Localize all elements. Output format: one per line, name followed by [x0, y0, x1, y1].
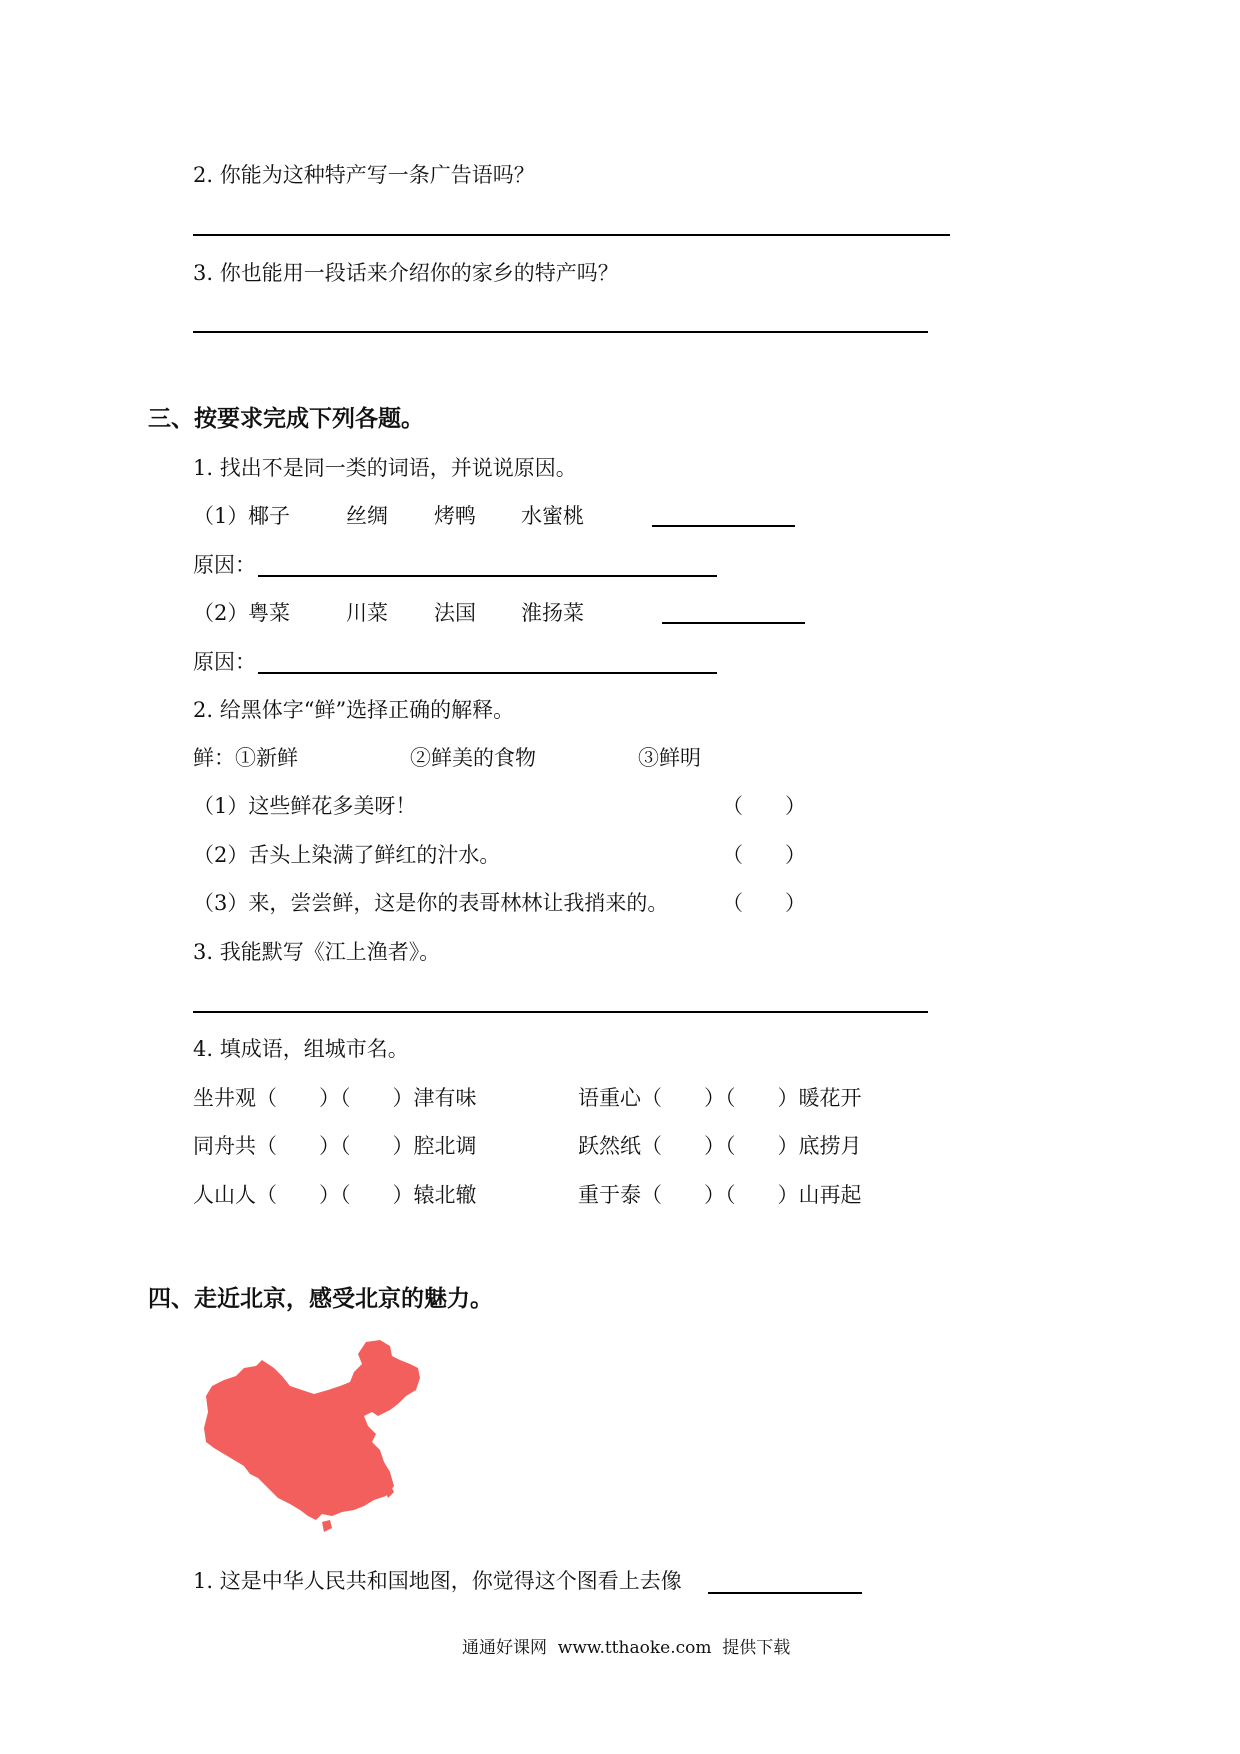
idiom-left: 坐井观（ ）（ ）津有味 [193, 1086, 477, 1110]
reason-answer-line[interactable] [258, 672, 717, 674]
group-1-word: 丝绸 [346, 504, 388, 528]
answer-line[interactable] [193, 234, 950, 236]
sentence: （2）舌头上染满了鲜红的汁水。 [193, 843, 501, 867]
question-3-introduce: 3. 你也能用一段话来介绍你的家乡的特产吗？ [193, 261, 619, 285]
idiom-blanks[interactable]: （ ）（ ） [256, 1134, 414, 1158]
meaning-option: ①新鲜 [235, 746, 298, 770]
answer-parentheses[interactable]: （ ） [722, 843, 806, 867]
footer-source: 通通好课网 www.tthaoke.com 提供下载 [462, 1638, 791, 1658]
answer-line[interactable] [662, 622, 805, 624]
idiom-left: 人山人（ ）（ ）辕北辙 [193, 1183, 477, 1207]
q2-prompt: 2. 给黑体字“鲜”选择正确的解释。 [193, 698, 515, 722]
china-map-shape [204, 1340, 420, 1532]
idiom-blanks[interactable]: （ ）（ ） [256, 1183, 414, 1207]
reason-answer-line[interactable] [258, 575, 717, 577]
idiom-left: 同舟共（ ）（ ）腔北调 [193, 1134, 477, 1158]
sentence: （3）来，尝尝鲜，这是你的表哥林林让我捎来的。 [193, 891, 669, 915]
idiom-blanks[interactable]: （ ）（ ） [256, 1086, 414, 1110]
sentence: （1）这些鲜花多美呀！ [193, 794, 417, 818]
group-2-word: 淮扬菜 [521, 601, 584, 625]
group-1-word: 烤鸭 [434, 504, 476, 528]
q3-prompt: 3. 我能默写《江上渔者》。 [193, 940, 441, 964]
q4-prompt: 4. 填成语，组城市名。 [193, 1037, 409, 1061]
reason-label: 原因： [193, 650, 256, 674]
meanings-label: 鲜： [193, 746, 235, 770]
group-2-label: （2） [193, 601, 249, 625]
idiom-blanks[interactable]: （ ）（ ） [641, 1086, 799, 1110]
group-2-word: 川菜 [346, 601, 388, 625]
idiom-right: 重于泰（ ）（ ）山再起 [578, 1183, 862, 1207]
group-2-word: 粤菜 [248, 601, 290, 625]
section-4-heading: 四、走近北京，感受北京的魅力。 [148, 1285, 493, 1312]
group-1-label: （1） [193, 504, 249, 528]
answer-parentheses[interactable]: （ ） [722, 794, 806, 818]
group-1-word: 椰子 [248, 504, 290, 528]
question-2-advert: 2. 你能为这种特产写一条广告语吗？ [193, 163, 535, 187]
answer-line[interactable] [193, 1011, 928, 1013]
idiom-blanks[interactable]: （ ）（ ） [641, 1134, 799, 1158]
group-1-word: 水蜜桃 [521, 504, 584, 528]
idiom-right: 跃然纸（ ）（ ）底捞月 [578, 1134, 862, 1158]
reason-label: 原因： [193, 553, 256, 577]
section-3-heading: 三、按要求完成下列各题。 [148, 405, 424, 432]
idiom-blanks[interactable]: （ ）（ ） [641, 1183, 799, 1207]
answer-line[interactable] [652, 525, 795, 527]
answer-parentheses[interactable]: （ ） [722, 891, 806, 915]
idiom-right: 语重心（ ）（ ）暖花开 [578, 1086, 862, 1110]
meaning-option: ③鲜明 [638, 746, 701, 770]
q1-prompt: 1. 找出不是同一类的词语，并说说原因。 [193, 456, 577, 480]
answer-line[interactable] [708, 1592, 862, 1594]
answer-line[interactable] [193, 331, 928, 333]
china-map-image [204, 1338, 426, 1534]
group-2-word: 法国 [434, 601, 476, 625]
section-4-q1: 1. 这是中华人民共和国地图，你觉得这个图看上去像 [193, 1569, 682, 1593]
meaning-option: ②鲜美的食物 [410, 746, 536, 770]
